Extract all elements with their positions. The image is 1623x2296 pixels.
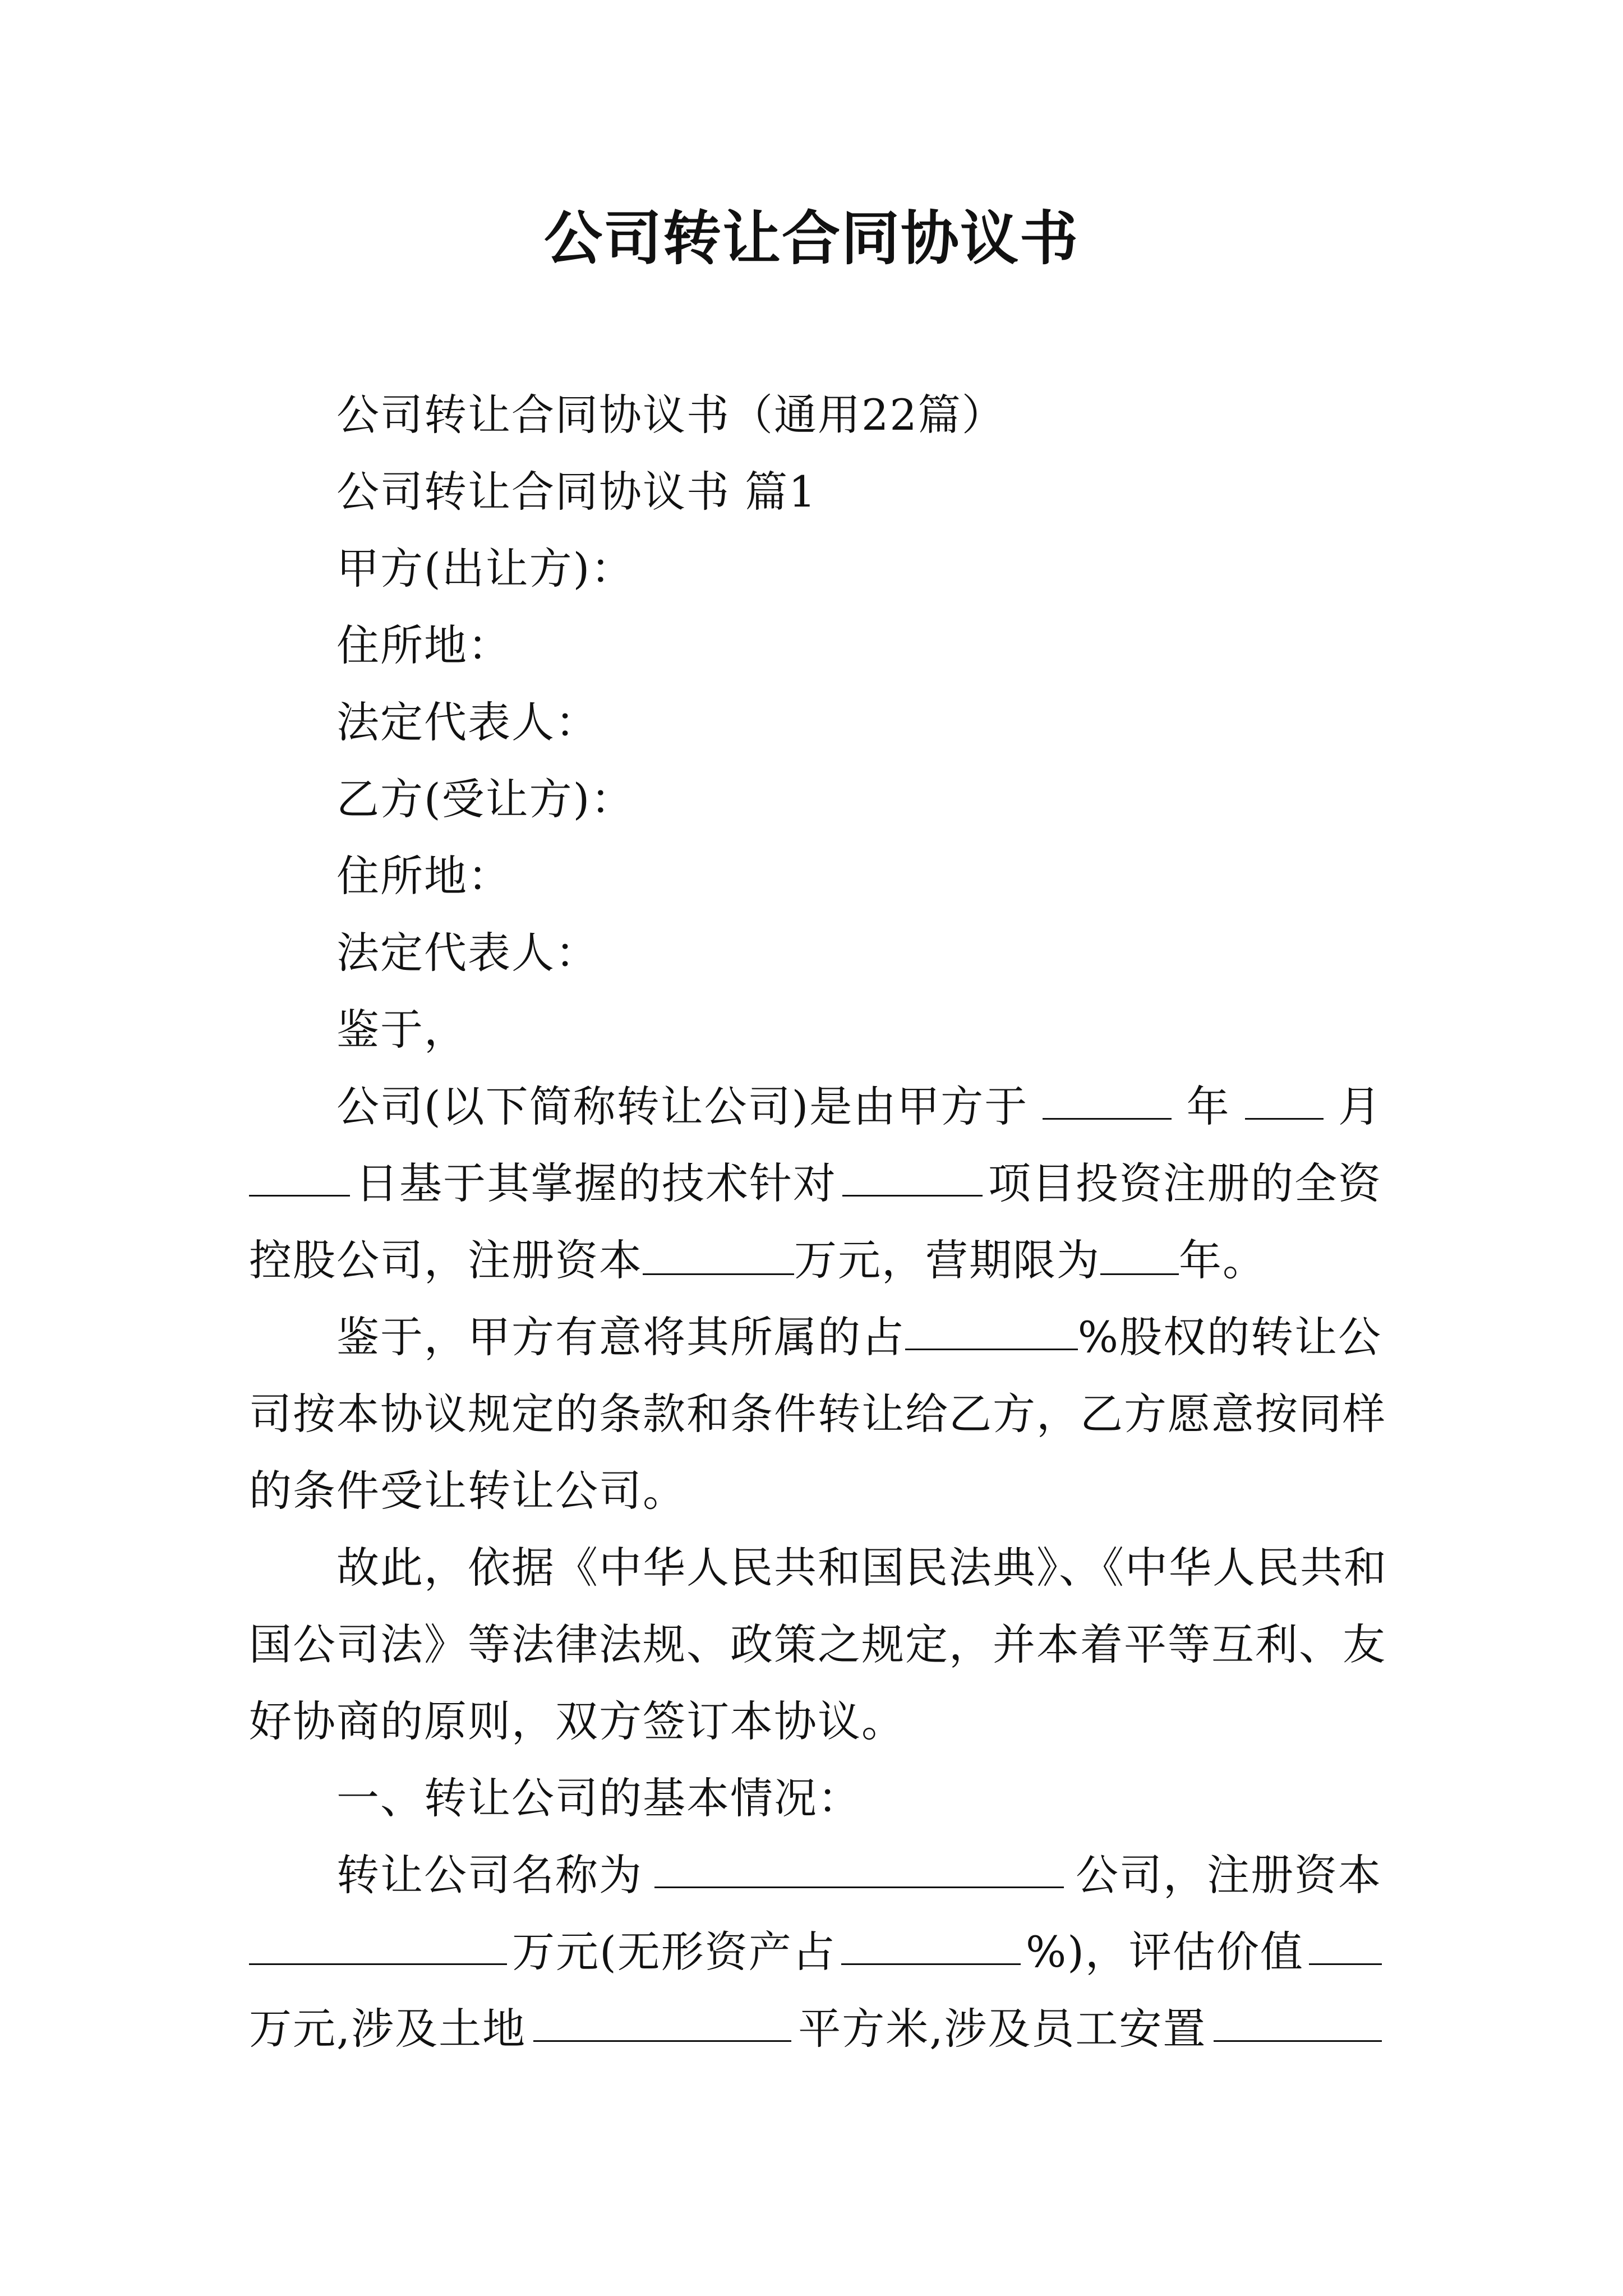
paragraph-1-text: 万元，营期限为 (794, 1235, 1100, 1285)
paragraph-4-text: 万元,涉及土地 (249, 2004, 527, 2054)
party-a-representative-label: 法定代表人： (336, 697, 599, 747)
fill-in-blank (643, 1234, 794, 1275)
fill-in-blank (249, 1924, 507, 1965)
fill-in-blank (533, 2001, 791, 2042)
paragraph-4-text: 万元(无形资产占 (512, 1927, 836, 1977)
paragraph-1-text: 日基于其掌握的技术针对 (356, 1158, 837, 1208)
paragraph-2-text: %股权的转让公 (1077, 1312, 1382, 1362)
document-subtitle: 公司转让合同协议书（通用22篇） (336, 390, 1006, 440)
fill-in-blank (1214, 2001, 1382, 2042)
party-a-address-label: 住所地： (336, 620, 511, 670)
fill-in-blank (1245, 1079, 1324, 1120)
document-title: 公司转让合同协议书 (543, 204, 1079, 273)
paragraph-1-text: 年。 (1179, 1235, 1266, 1285)
section-one-heading: 一、转让公司的基本情况： (336, 1773, 861, 1823)
paragraph-1-line-1 (336, 1079, 1382, 1135)
paragraph-3-line-2: 国公司法》等法律法规、政策之规定，并本着平等互利、友 (249, 1619, 1386, 1669)
paragraph-2-line-1 (336, 1309, 1382, 1365)
paragraph-1-text: 年 (1186, 1082, 1230, 1131)
paragraph-4-line-1 (336, 1847, 1382, 1903)
party-b-representative-label: 法定代表人： (336, 928, 599, 978)
paragraph-4-line-2 (249, 1924, 1382, 1980)
paragraph-4-text: 转让公司名称为 (336, 1850, 643, 1900)
fill-in-blank (841, 1924, 1021, 1965)
party-a-label: 甲方(出让方)： (336, 544, 635, 593)
paragraph-2-text: 鉴于，甲方有意将其所属的占 (336, 1312, 905, 1362)
paragraph-4-text: %)，评估价值 (1025, 1927, 1304, 1977)
party-b-address-label: 住所地： (336, 851, 511, 901)
fill-in-blank (654, 1847, 1064, 1888)
fill-in-blank (1043, 1079, 1172, 1120)
paragraph-2-line-2: 司按本协议规定的条款和条件转让给乙方，乙方愿意按同样 (249, 1389, 1386, 1439)
paragraph-4-text: 公司，注册资本 (1076, 1850, 1382, 1900)
whereas-label: 鉴于， (336, 1005, 468, 1055)
paragraph-4-text: 平方米,涉及员工安置 (798, 2004, 1207, 2054)
party-b-label: 乙方(受让方)： (336, 774, 635, 824)
paragraph-1-text: 公司(以下简称转让公司)是由甲方于 (336, 1082, 1029, 1131)
fill-in-blank (1309, 1924, 1382, 1965)
paragraph-3-line-1: 故此，依据《中华人民共和国民法典》、《中华人民共和 (336, 1543, 1387, 1593)
fill-in-blank (905, 1309, 1078, 1350)
paragraph-4-line-3 (249, 2001, 1382, 2057)
fill-in-blank (249, 1156, 350, 1197)
paragraph-1-text: 控股公司，注册资本 (249, 1235, 643, 1285)
paragraph-1-text: 月 (1338, 1082, 1382, 1131)
paragraph-1-line-2 (249, 1156, 1382, 1212)
paragraph-1-line-3 (249, 1232, 1382, 1289)
fill-in-blank (842, 1156, 983, 1197)
paragraph-3-line-3: 好协商的原则，双方签订本协议。 (249, 1696, 905, 1746)
section-heading: 公司转让合同协议书 篇1 (336, 467, 817, 517)
fill-in-blank (1100, 1234, 1179, 1275)
paragraph-2-line-3: 的条件受让转让公司。 (249, 1466, 686, 1516)
paragraph-1-text: 项目投资注册的全资 (988, 1158, 1382, 1208)
